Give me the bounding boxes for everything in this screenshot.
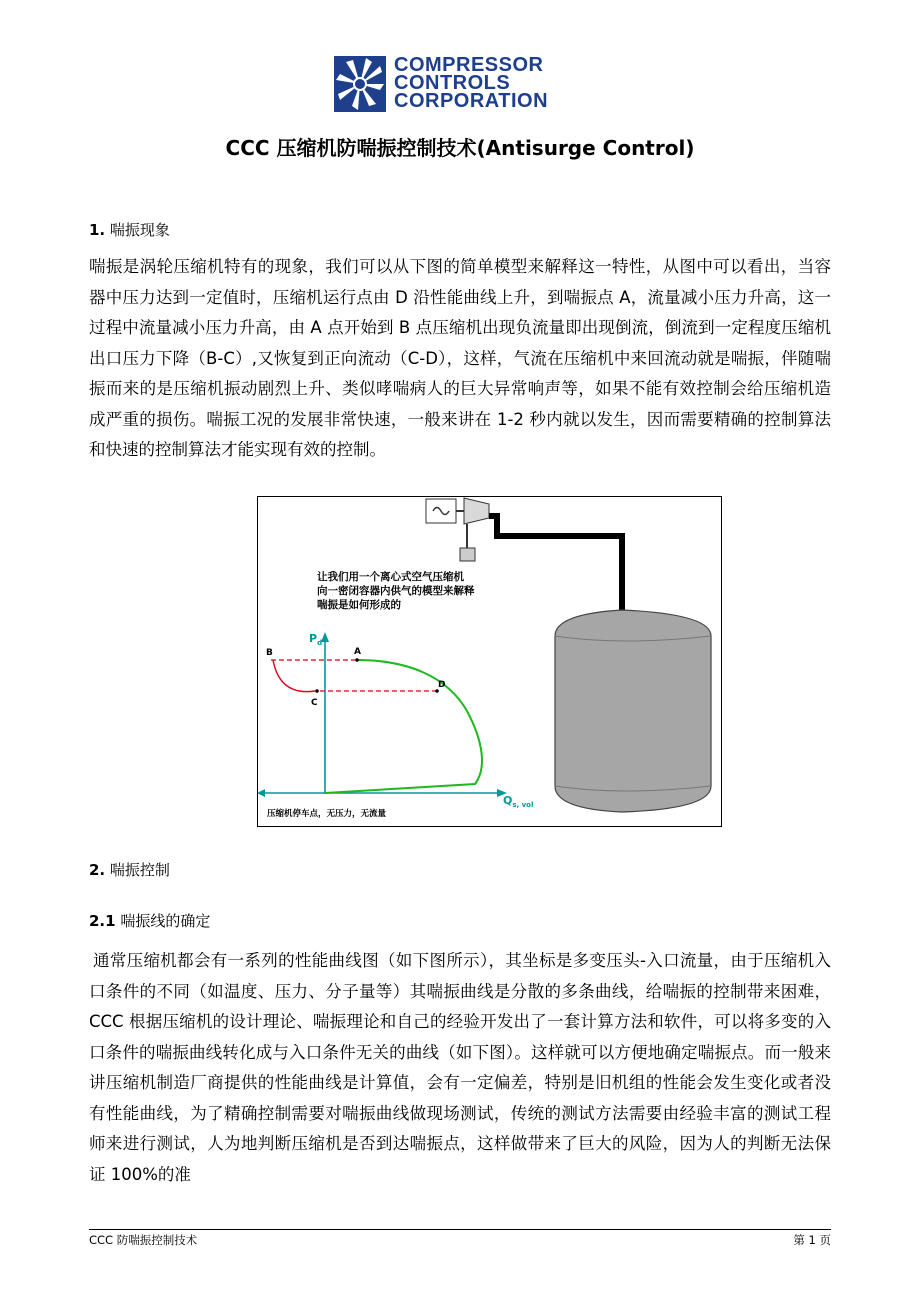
y-axis-label: $P_d$ [309, 632, 323, 647]
inlet-filter-icon [460, 548, 475, 561]
section-1-number: 1. [89, 221, 106, 239]
company-logo [334, 56, 586, 112]
section-2-1-paragraph: 通常压缩机都会有一系列的性能曲线图（如下图所示），其坐标是多变压头-入口流量，由于压缩机入口条件的不同（如温度、压力、分子量等）其喘振曲线是分散的多条曲线，给喘振的控制带来困难，CCC 根据压缩机的设计理论、喘振理论和自己的经验开发出了一套计算方法和软件，可以将多变的入口条件的喘振曲线转化成与入口条件无关的曲线（如下图）。这样就可以方便地确定喘振点。而一般来讲压缩机制造厂商提供的性能曲线是计算值，会有一定偏差，特别是旧机组的性能会发生变化或者没有性能曲线，为了精确控制需要对喘振曲线做现场测试，传统的测试方法需要由经验丰富的测试工程师来进行测试，人为地判断压缩机是否到达喘振点，这样做带来了巨大的风险，因为人的判断无法保证 100%的准 [89, 951, 831, 1184]
footer-document-name: CCC 防喘振控制技术 [89, 1233, 198, 1247]
point-b-label: B [266, 648, 273, 658]
section-1-title: 喘振现象 [109, 221, 170, 239]
section-2-number: 2. [89, 861, 106, 879]
section-2-heading [89, 859, 170, 880]
footer-divider [89, 1229, 831, 1230]
section-2-1-number: 2.1 [89, 912, 116, 930]
figure-caption-line-3: 喘振是如何形成的 [317, 599, 401, 611]
x-axis-label: $Q_{s, vol}$ [503, 794, 534, 809]
section-1-paragraph: 喘振是涡轮压缩机特有的现象，我们可以从下图的简单模型来解释这一特性，从图中可以看出，当容器中压力达到一定值时，压缩机运行点由 D 沿性能曲线上升，到喘振点 A，流量减小压力升高，这一过程中流量减小压力升高，由 A 点开始到 B 点压缩机出现负流量即出现倒流，倒流到一定程度压缩机出口压力下降（B-C）,又恢复到正向流动（C-D），这样，气流在压缩机中来回流动就是喘振，伴随喘振而来的是压缩机振动剧烈上升、类似哮喘病人的巨大异常响声等，如果不能有效控制会给压缩机造成严重的损伤。喘振工况的发展非常快速，一般来讲在 1-2 秒内就以发生，因而需要精确的控制算法和快速的控制算法才能实现有效的控制。 [89, 257, 831, 459]
point-c [315, 689, 319, 693]
section-1-heading [89, 219, 170, 240]
turbine-logo-icon [334, 56, 386, 112]
section-2-title: 喘振控制 [109, 861, 170, 879]
point-a-label: A [354, 647, 361, 657]
figure-caption-line-2: 向一密闭容器内供气的模型来解释 [317, 585, 475, 597]
footer-page-number: 第 1 页 [793, 1233, 831, 1247]
section-2-1-title: 喘振线的确定 [120, 912, 211, 930]
figure-caption-line-1: 让我们用一个离心式空气压缩机 [317, 571, 464, 583]
point-a [355, 658, 359, 662]
point-c-label: C [311, 698, 318, 708]
pressure-tank [555, 610, 711, 812]
shutdown-point-note: 压缩机停车点，无压力，无流量 [267, 809, 387, 819]
document-title: CCC 压缩机防喘振控制技术(Antisurge Control) [225, 136, 695, 160]
logo-line-3: CORPORATION [394, 90, 549, 112]
logo-line-2: CONTROLS [394, 72, 511, 94]
surge-model-figure [257, 496, 722, 827]
motor-icon [426, 499, 456, 523]
logo-line-1: COMPRESSOR [394, 54, 544, 76]
section-2-1-heading [89, 910, 210, 931]
point-d-label: D [438, 680, 446, 690]
